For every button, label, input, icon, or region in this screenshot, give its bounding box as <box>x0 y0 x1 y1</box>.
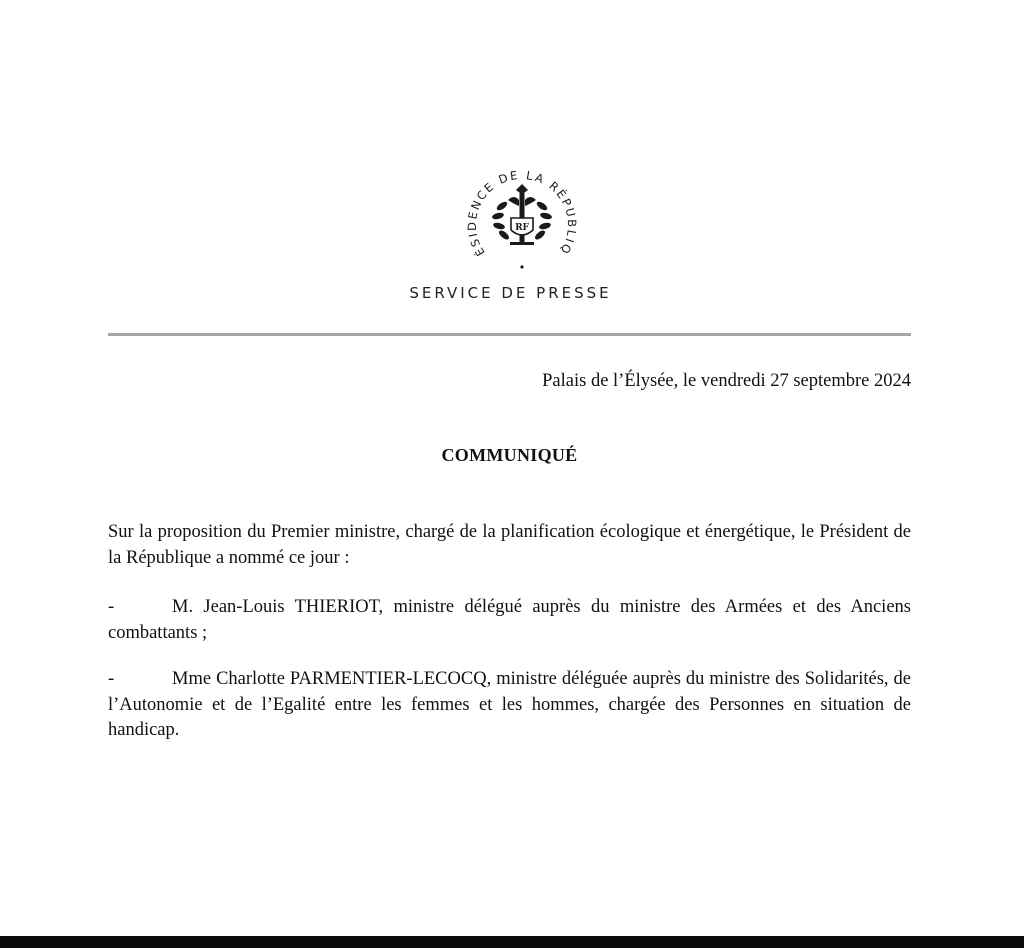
dateline: Palais de l’Élysée, le vendredi 27 septembre 2024 <box>542 371 911 391</box>
item-bullet: - <box>108 669 115 689</box>
appointment-text: M. Jean-Louis THIERIOT, ministre délégué auprès du ministre des Armées et des Anciens combattants ; <box>108 597 911 643</box>
header-divider <box>108 333 911 336</box>
appointment-item <box>108 595 911 646</box>
bottom-bar <box>0 936 1024 948</box>
seal-monogram: RF <box>515 223 529 233</box>
document-title: COMMUNIQUÉ <box>441 445 578 465</box>
press-service-heading: SERVICE DE PRESSE <box>409 284 612 302</box>
top-margin <box>0 0 1024 68</box>
appointment-text: Mme Charlotte PARMENTIER-LECOCQ, ministre déléguée auprès du ministre des Solidarités, de l’Autonomie et de l’Egalité entre les femmes et les hommes, chargée des Personnes en situation de handicap. <box>108 669 911 740</box>
intro-paragraph: Sur la proposition du Premier ministre, chargé de la planification écologique et énergétique, le Président de la République a nommé ce jour : <box>108 522 911 568</box>
presidency-seal-logo <box>462 160 582 280</box>
seal-emblem <box>462 160 582 280</box>
seal-ring-text: ÉSIDENCE DE LA RÉPUBLIQ <box>464 167 580 259</box>
appointment-item <box>108 667 911 744</box>
item-bullet: - <box>108 597 115 617</box>
